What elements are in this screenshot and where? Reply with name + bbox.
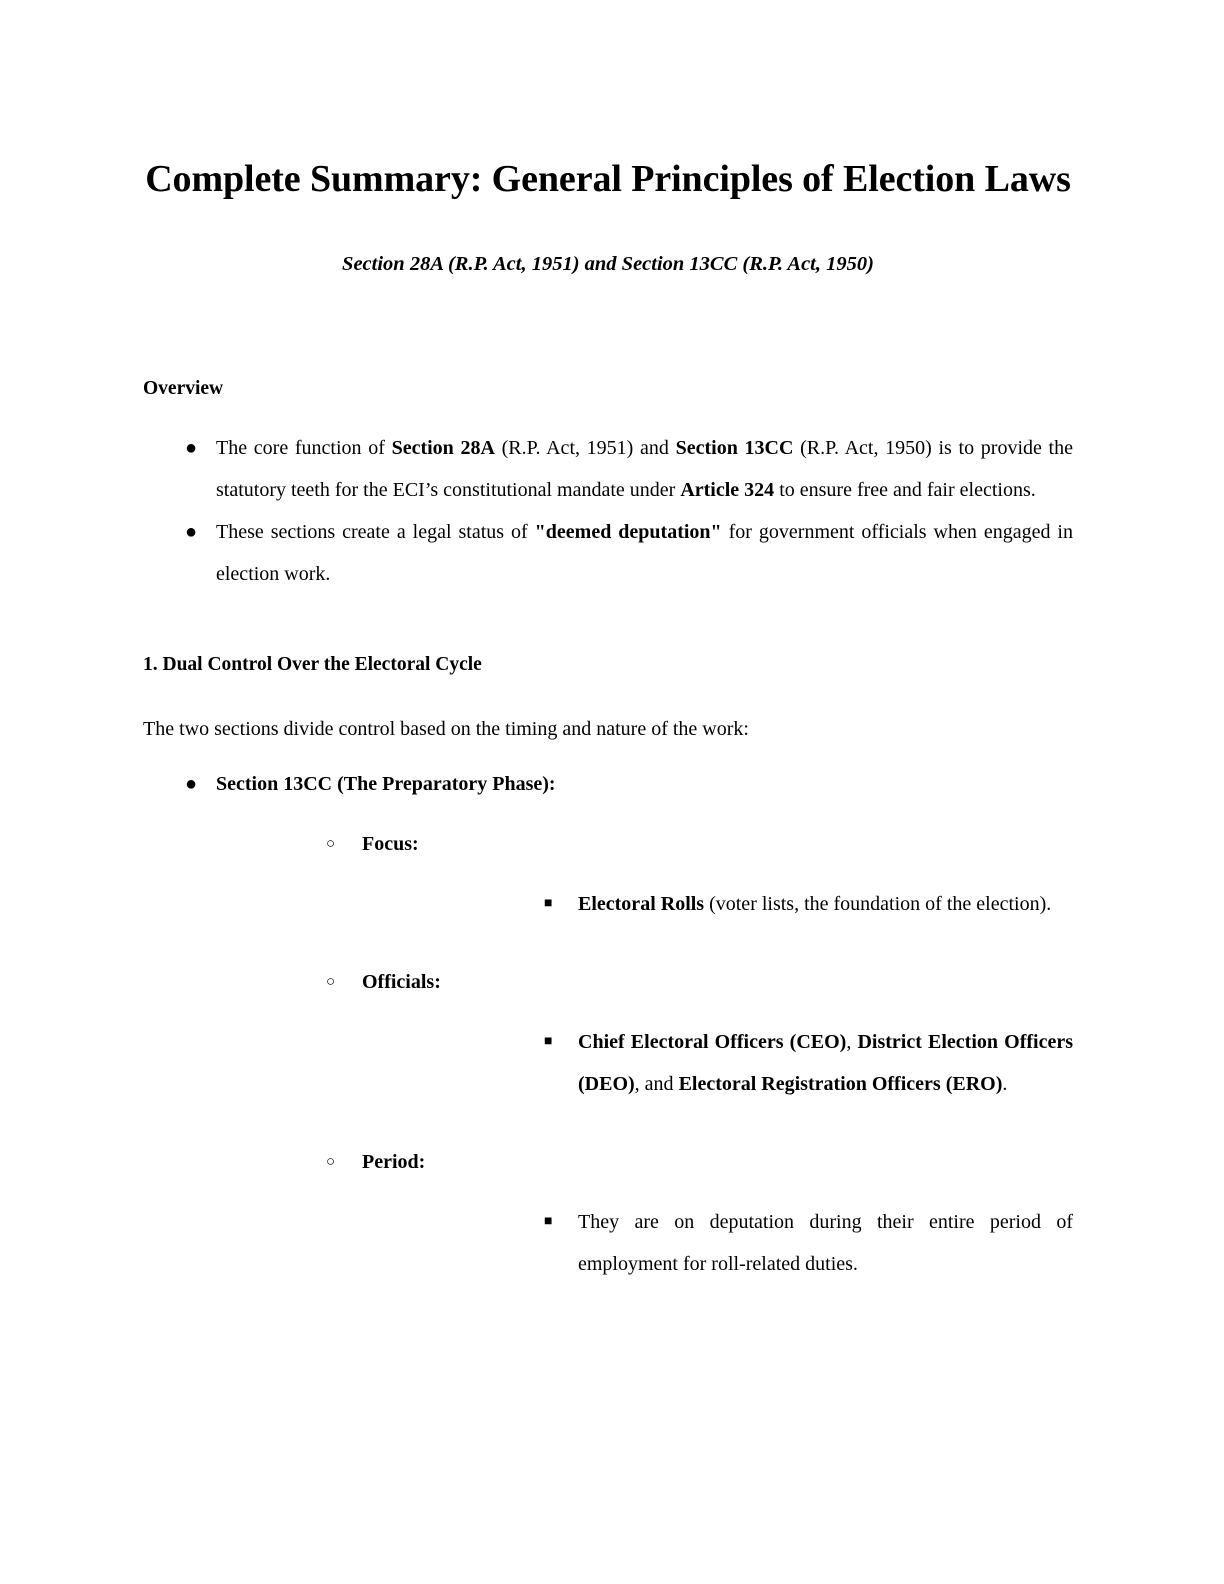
circle-bullet-icon: ○ [326, 974, 336, 991]
officials-point-1-text: Chief Electoral Officers (CEO), District Election Officers (DEO), and Electoral Registration Officers (ERO). [578, 1031, 1073, 1096]
disc-bullet-icon: ● [185, 520, 198, 543]
page-title: Complete Summary: General Principles of Election Laws [145, 158, 1071, 200]
list-item [143, 511, 1073, 595]
subitem-label-officials: Officials: [362, 971, 441, 994]
subitem-label-period: Period: [362, 1151, 426, 1174]
list-item [143, 763, 1073, 1303]
circle-bullet-icon: ○ [326, 836, 336, 853]
list-item [362, 1021, 1073, 1105]
list-item [362, 1201, 1073, 1285]
overview-bullet-1-text: The core function of Section 28A (R.P. Act, 1951) and Section 13CC (R.P. Act, 1950) is to provide the statutory teeth for the ECI’s constitutional mandate under Article 324 to ensure free and fair elections. [216, 436, 1073, 501]
list-item [216, 823, 1073, 943]
dual-control-intro-paragraph: The two sections divide control based on the timing and nature of the work: [143, 718, 749, 741]
dual-control-bullet-list [143, 739, 1073, 1303]
period-points [362, 1183, 1073, 1303]
focus-point-1-text: Electoral Rolls (voter lists, the foundation of the election). [578, 893, 1052, 916]
section-13cc-subitems [216, 805, 1073, 1303]
subitem-label-focus: Focus: [362, 833, 419, 856]
list-item [143, 427, 1073, 511]
period-point-1-text: They are on deputation during their entire period of employment for roll-related duties. [578, 1211, 1073, 1276]
officials-points [362, 1003, 1073, 1123]
square-bullet-icon: ■ [544, 896, 553, 912]
list-item [216, 1141, 1073, 1303]
section-13cc-label: Section 13CC (The Preparatory Phase): [216, 773, 556, 796]
document-content [143, 0, 1073, 1303]
subitem-focus-group [216, 805, 1073, 943]
list-item [216, 961, 1073, 1123]
subitem-period-group [216, 1123, 1073, 1303]
focus-points [362, 865, 1073, 943]
heading-overview: Overview [143, 377, 224, 399]
subitem-officials-group [216, 943, 1073, 1123]
square-bullet-icon: ■ [544, 1214, 553, 1230]
disc-bullet-icon: ● [185, 773, 198, 796]
overview-bullet-list [143, 403, 1073, 595]
document-subtitle: Section 28A (R.P. Act, 1951) and Section 13CC (R.P. Act, 1950) [342, 252, 874, 275]
disc-bullet-icon: ● [185, 436, 198, 459]
circle-bullet-icon: ○ [326, 1154, 336, 1171]
overview-bullet-2-text: These sections create a legal status of "deemed deputation" for government officials when engaged in election work. [216, 520, 1073, 585]
list-item [362, 883, 1073, 925]
heading-dual-control: 1. Dual Control Over the Electoral Cycle [143, 653, 482, 675]
square-bullet-icon: ■ [544, 1034, 553, 1050]
